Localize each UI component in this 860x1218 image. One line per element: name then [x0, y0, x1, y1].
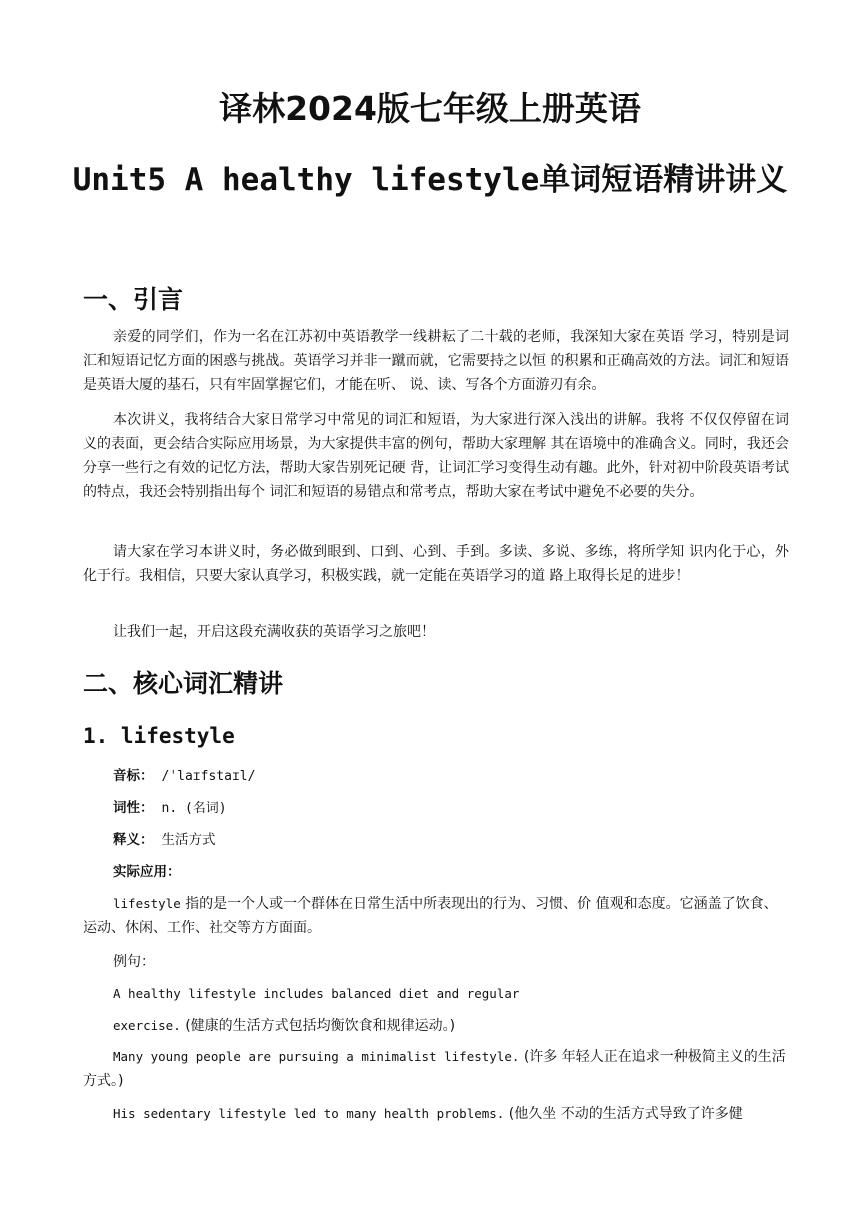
example-2-english: Many young people are pursuing a minimalist lifestyle. [113, 1049, 520, 1064]
section-vocab-heading: 二、核心词汇精讲 [83, 669, 284, 698]
intro-paragraph-1: 亲爱的同学们，作为一名在江苏初中英语教学一线耕耘了二十载的老师，我深知大家在英语 学习，特别是词汇和短语记忆方面的困惑与挑战。英语学习并非一蹴而就，它需要持之以恒 的积累和正确高效的方法。词汇和短语是英语大厦的基石，只有牢固掌握它们，才能在听、 说、读、写各个方面游刃有余。 [83, 329, 789, 393]
example-3 [83, 1102, 789, 1126]
phonetic-label: 音标： [113, 768, 154, 784]
pos-value: n. (名词) [161, 801, 227, 816]
document-title-line1: 译林2024版七年级上册英语 [219, 89, 641, 128]
example-1-english-a: A healthy lifestyle includes balanced diet and regular [113, 986, 520, 1001]
intro-paragraph-3: 请大家在学习本讲义时，务必做到眼到、口到、心到、手到。多读、多说、多练，将所学知 识内化于心，外化于行。我相信，只要大家认真学习，积极实践，就一定能在英语学习的道 路上取得长足的进步！ [83, 544, 789, 584]
usage-term: lifestyle [113, 896, 181, 911]
usage-description [83, 892, 789, 940]
example-2-chinese: (许多 年轻人正在追求一种极简主义的生活方式。) [83, 1049, 786, 1089]
intro-paragraph-4: 让我们一起，开启这段充满收获的英语学习之旅吧！ [113, 624, 435, 640]
example-1-chinese: (健康的生活方式包括均衡饮食和规律运动。) [185, 1018, 456, 1034]
usage-row [113, 861, 189, 883]
intro-paragraph-2: 本次讲义，我将结合大家日常学习中常见的词汇和短语，为大家进行深入浅出的讲解。我将 不仅仅停留在词义的表面，更会结合实际应用场景，为大家提供丰富的例句，帮助大家理解 其在语境中的准确含义。同时，我还会分享一些行之有效的记忆方法，帮助大家告别死记硬 背，让词汇学习变得生动有趣。此外，针对初中阶段英语考试的特点，我还会特别指出每个 词汇和短语的易错点和常考点，帮助大家在考试中避免不必要的失分。 [83, 412, 789, 500]
meaning-value: 生活方式 [161, 832, 216, 848]
title-english-part: Unit5 A healthy lifestyle [72, 162, 540, 198]
meaning-label: 释义： [113, 832, 154, 848]
meaning-row [113, 829, 216, 851]
vocab-heading-lifestyle: 1. lifestyle [83, 724, 235, 748]
pos-label: 词性： [113, 800, 154, 816]
examples-label: 例句： [113, 954, 155, 970]
usage-label: 实际应用： [113, 864, 181, 880]
phonetic-row [113, 765, 255, 788]
example-3-english: His sedentary lifestyle led to many health problems. [113, 1106, 505, 1121]
example-1-line-b [83, 1014, 789, 1038]
section-intro-heading: 一、引言 [83, 285, 184, 314]
title-chinese-part: 单词短语精讲讲义 [539, 162, 788, 198]
example-2 [83, 1045, 789, 1093]
example-1-english-b: exercise. [113, 1018, 181, 1033]
document-title-line2 [70, 153, 790, 207]
usage-text: 指的是一个人或一个群体在日常生活中所表现出的行为、习惯、价 值观和态度。它涵盖了饮食、运动、休闲、工作、社交等方方面面。 [83, 896, 778, 936]
example-1-line-a [83, 982, 789, 1006]
phonetic-value: /ˈlaɪfstaɪl/ [161, 769, 256, 784]
example-3-chinese: (他久坐 不动的生活方式导致了许多健 [508, 1106, 743, 1122]
pos-row [113, 797, 227, 820]
